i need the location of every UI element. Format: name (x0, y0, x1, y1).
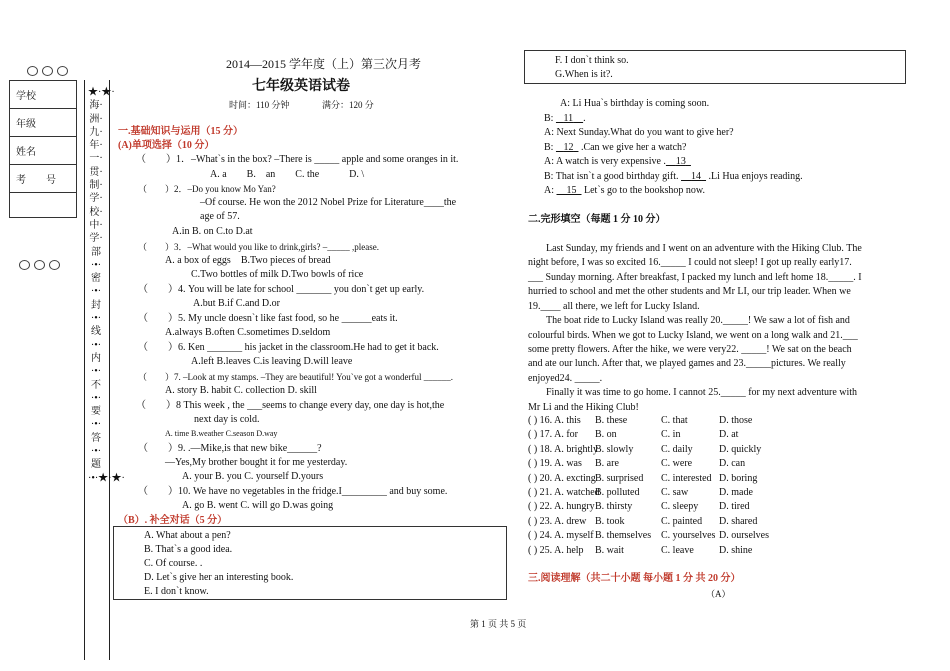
section1-sub-b: （B）. 补全对话（5 分） (118, 515, 228, 526)
binding-vertical-text: ★·★·海·洲·九·年·一·贯·制·学·校·中·学·部·•·密·•·封·•·线·•·内·•·不·•·要·•·答·•·题·•·★·★· (88, 87, 125, 484)
choice-option[interactable]: D. shared (719, 515, 758, 527)
dialog-line-4: B: 12 .Can we give her a watch? (544, 142, 687, 153)
q9-options: A. your B. you C. yourself D.yours (182, 471, 324, 482)
passage-line-2: night before, I was so excited 16._____ I could not sleep! I got up really early17. (528, 257, 852, 268)
choice-question-25: ( ) 25. A. help (528, 544, 584, 556)
binding-line-right (109, 80, 110, 660)
q9: （ ）9. .—Mike,is that new bike______? (138, 443, 322, 454)
q3-options-b: C.Two bottles of milk D.Two bowls of rice (191, 269, 364, 280)
exam-time: 时间：110 分钟 (229, 100, 290, 110)
passage-line-12: Mr Li and the Hiking Club! (528, 402, 639, 413)
q8-cont: next day is cold. (194, 414, 260, 425)
q8-options: A. time B.weather C.season D.way (165, 429, 278, 438)
section2-title: 二.完形填空（每题 1 分 10 分） (528, 214, 666, 225)
q6: （ ）6. Ken _______ his jacket in the classroom.He had to get it back. (138, 342, 439, 353)
section1-title: 一.基础知识与运用（15 分） (118, 126, 243, 137)
q2-cont: –Of course. He won the 2012 Nobel Prize for Literature____the (200, 197, 457, 208)
q2-cont2: age of 57. (200, 211, 240, 222)
choice-option[interactable]: B. slowly (595, 443, 634, 455)
option-g: G.When is it?. (555, 69, 613, 80)
binding-line-left (84, 80, 85, 660)
page-footer: 第 1 页 共 5 页 (470, 619, 527, 629)
option-a: A. What about a pen? (144, 530, 231, 541)
choice-option[interactable]: B. these (595, 415, 628, 426)
blank-14[interactable]: 14 (691, 171, 702, 182)
choice-question-21: ( ) 21. A. watched (528, 487, 600, 498)
option-b: B. That`s a good idea. (144, 544, 233, 555)
choice-question-24: ( ) 24. A. myself (528, 530, 594, 542)
choice-question-23: ( ) 23. A. drew (528, 515, 587, 527)
choice-option[interactable]: B. polluted (595, 487, 640, 498)
choice-option[interactable]: B. themselves (595, 530, 652, 542)
binding-circles-top (27, 66, 68, 76)
q3: （ ）3．–What would you like to drink,girls? –_____ ,please. (138, 242, 379, 252)
choice-question-17: ( ) 17. A. for (528, 429, 578, 441)
option-e: E. I don`t know. (144, 586, 209, 597)
exam-score: 满分：120 分 (322, 100, 374, 110)
passage-line-10: enjoyed24. _____. (528, 373, 603, 384)
blank-12[interactable]: 12 (563, 142, 574, 153)
choice-question-20: ( ) 20. A. excting (528, 472, 596, 484)
choice-option[interactable]: C. were (661, 458, 693, 470)
choice-question-22: ( ) 22. A. hungry (528, 501, 595, 513)
dialog-line-3: A: Next Sunday.What do you want to give her? (544, 127, 734, 138)
binding-circles-bottom (19, 260, 60, 270)
choice-option[interactable]: B. took (595, 515, 625, 527)
section1-sub-a: (A)单项选择（10 分） (118, 140, 215, 151)
blank-13[interactable]: 13 (675, 156, 686, 167)
choice-option[interactable]: C. painted (661, 515, 703, 527)
choice-question-19: ( ) 19. A. was (528, 458, 582, 470)
q8: （ ）8 This week , the ___seems to change every day, one day is hot,the (136, 400, 445, 411)
passage-line-1: Last Sunday, my friends and I went on an adventure with the Hiking Club. The (546, 243, 862, 254)
name-field[interactable]: 姓名 (10, 137, 76, 165)
choice-option[interactable]: C. in (661, 429, 681, 441)
choice-option[interactable]: B. wait (595, 544, 624, 556)
choice-option[interactable]: D. ourselves (719, 530, 769, 542)
dialog-line-6: B: That isn`t a good birthday gift. 14 .Li Hua enjoys reading. (544, 171, 803, 182)
choice-option[interactable]: D. can (719, 458, 746, 470)
dialog-line-7: A: 15 Let`s go to the bookshop now. (544, 185, 706, 196)
choice-option[interactable]: C. yourselves (661, 530, 716, 542)
q4: （ ）4. You will be late for school _______ you don`t get up early. (138, 284, 425, 295)
choice-option[interactable]: C. daily (661, 443, 693, 455)
q2-options: A.in B. on C.to D.at (172, 226, 253, 237)
passage-line-6: The boat ride to Lucky Island was really 20._____! We saw a lot of fish and (546, 315, 850, 326)
choice-option[interactable]: B. are (595, 458, 619, 470)
q3-options-a: A. a box of eggs B.Two pieces of bread (165, 255, 331, 266)
choice-option[interactable]: C. saw (661, 487, 689, 498)
school-field[interactable]: 学校 (10, 81, 76, 109)
option-d: D. Let`s give her an interesting book. (144, 572, 294, 583)
passage-line-5: 19.____ all there, we left for Lucky Island. (528, 301, 700, 312)
choice-option[interactable]: D. boring (719, 472, 758, 484)
q7: （ ）7. –Look at my stamps. –They are beautiful! You`ve got a wonderful ______. (138, 372, 453, 382)
passage-line-4: hurried to school and met the other students and Mr LI, our trip leader. When we (528, 286, 851, 297)
dialog-line-2: B: 11 . (544, 113, 586, 124)
choice-question-16: ( ) 16. A. this (528, 415, 581, 426)
choice-option[interactable]: D. quickly (719, 443, 762, 455)
q1-options: A. a B. an C. the D. \ (210, 169, 365, 180)
exam-number-field[interactable]: 考 号 (10, 165, 76, 193)
passage-line-7: colourful birds. When we got to Lucky Island, we went on a long walk and 21.___ (528, 330, 858, 341)
choice-option[interactable]: B. surprised (595, 472, 644, 484)
choice-option[interactable]: B. thirsty (595, 501, 633, 513)
passage-line-9: and ate our lunch. After that, we played games and 23._____pictures. We really (528, 358, 846, 369)
choice-option[interactable]: D. tired (719, 501, 750, 513)
passage-line-3: ___ Sunday morning. After breakfast, I packed my lunch and left home 18._____. I (528, 272, 862, 283)
choice-option[interactable]: D. shine (719, 544, 753, 556)
choice-option[interactable]: C. that (661, 415, 688, 426)
option-c: C. Of course. . (144, 558, 203, 569)
q1: （ ）1．–What`s in the box? –There is _____ apple and some oranges in it. (136, 154, 459, 165)
choice-option[interactable]: D. those (719, 415, 753, 426)
choice-option[interactable]: B. on (595, 429, 617, 441)
dialog-options-box-right (524, 50, 906, 84)
blank-11[interactable]: 11 (563, 113, 574, 124)
q5: （ ）5. My uncle doesn`t like fast food, so he ______eats it. (138, 313, 398, 324)
option-f: F. I don`t think so. (555, 55, 629, 66)
choice-question-18: ( ) 18. A. brightly (528, 443, 598, 455)
q7-options: A. story B. habit C. collection D. skill (165, 385, 317, 396)
q10-options: A. go B. went C. will go D.was going (182, 500, 334, 511)
q6-options: A.left B.leaves C.is leaving D.will leave (191, 356, 353, 367)
section3-title: 三.阅读理解（共二十小题 每小题 1 分 共 20 分） (528, 573, 741, 584)
grade-field[interactable]: 年级 (10, 109, 76, 137)
choice-option[interactable]: D. at (719, 429, 739, 441)
dialog-options-box-left (113, 526, 507, 600)
dialog-line-5: A: A watch is very expensive . 13 (544, 156, 691, 168)
q4-options: A.but B.if C.and D.or (193, 298, 280, 309)
choice-option[interactable]: C. leave (661, 544, 694, 556)
q5-options: A.always B.often C.sometimes D.seldom (165, 327, 331, 338)
choice-option[interactable]: C. interested (661, 472, 712, 484)
choice-option[interactable]: D. made (719, 487, 753, 498)
passage-line-11: Finally it was time to go home. I cannot 25._____ for my next adventure with (546, 387, 858, 398)
dialog-line-1: A: Li Hua`s birthday is coming soon. (560, 98, 710, 109)
choice-option[interactable]: C. sleepy (661, 501, 699, 513)
blank-field (10, 193, 76, 217)
blank-15[interactable]: 15 (566, 185, 577, 196)
passage-line-8: some pretty flowers. After the hike, we were very22. _____! We sat on the beach (528, 344, 852, 355)
section3-sub: （A） (706, 589, 731, 599)
q9-cont: —Yes,My brother bought it for me yesterday. (165, 457, 348, 468)
q2: （ ）2．–Do you know Mo Yan? (138, 184, 276, 194)
q10: （ ）10. We have no vegetables in the fridge.I_________ and buy some. (138, 486, 448, 497)
student-info-box (9, 80, 77, 218)
exam-title: 2014—2015 学年度（上）第三次月考 (226, 57, 422, 71)
exam-subtitle: 七年级英语试卷 (252, 79, 350, 94)
